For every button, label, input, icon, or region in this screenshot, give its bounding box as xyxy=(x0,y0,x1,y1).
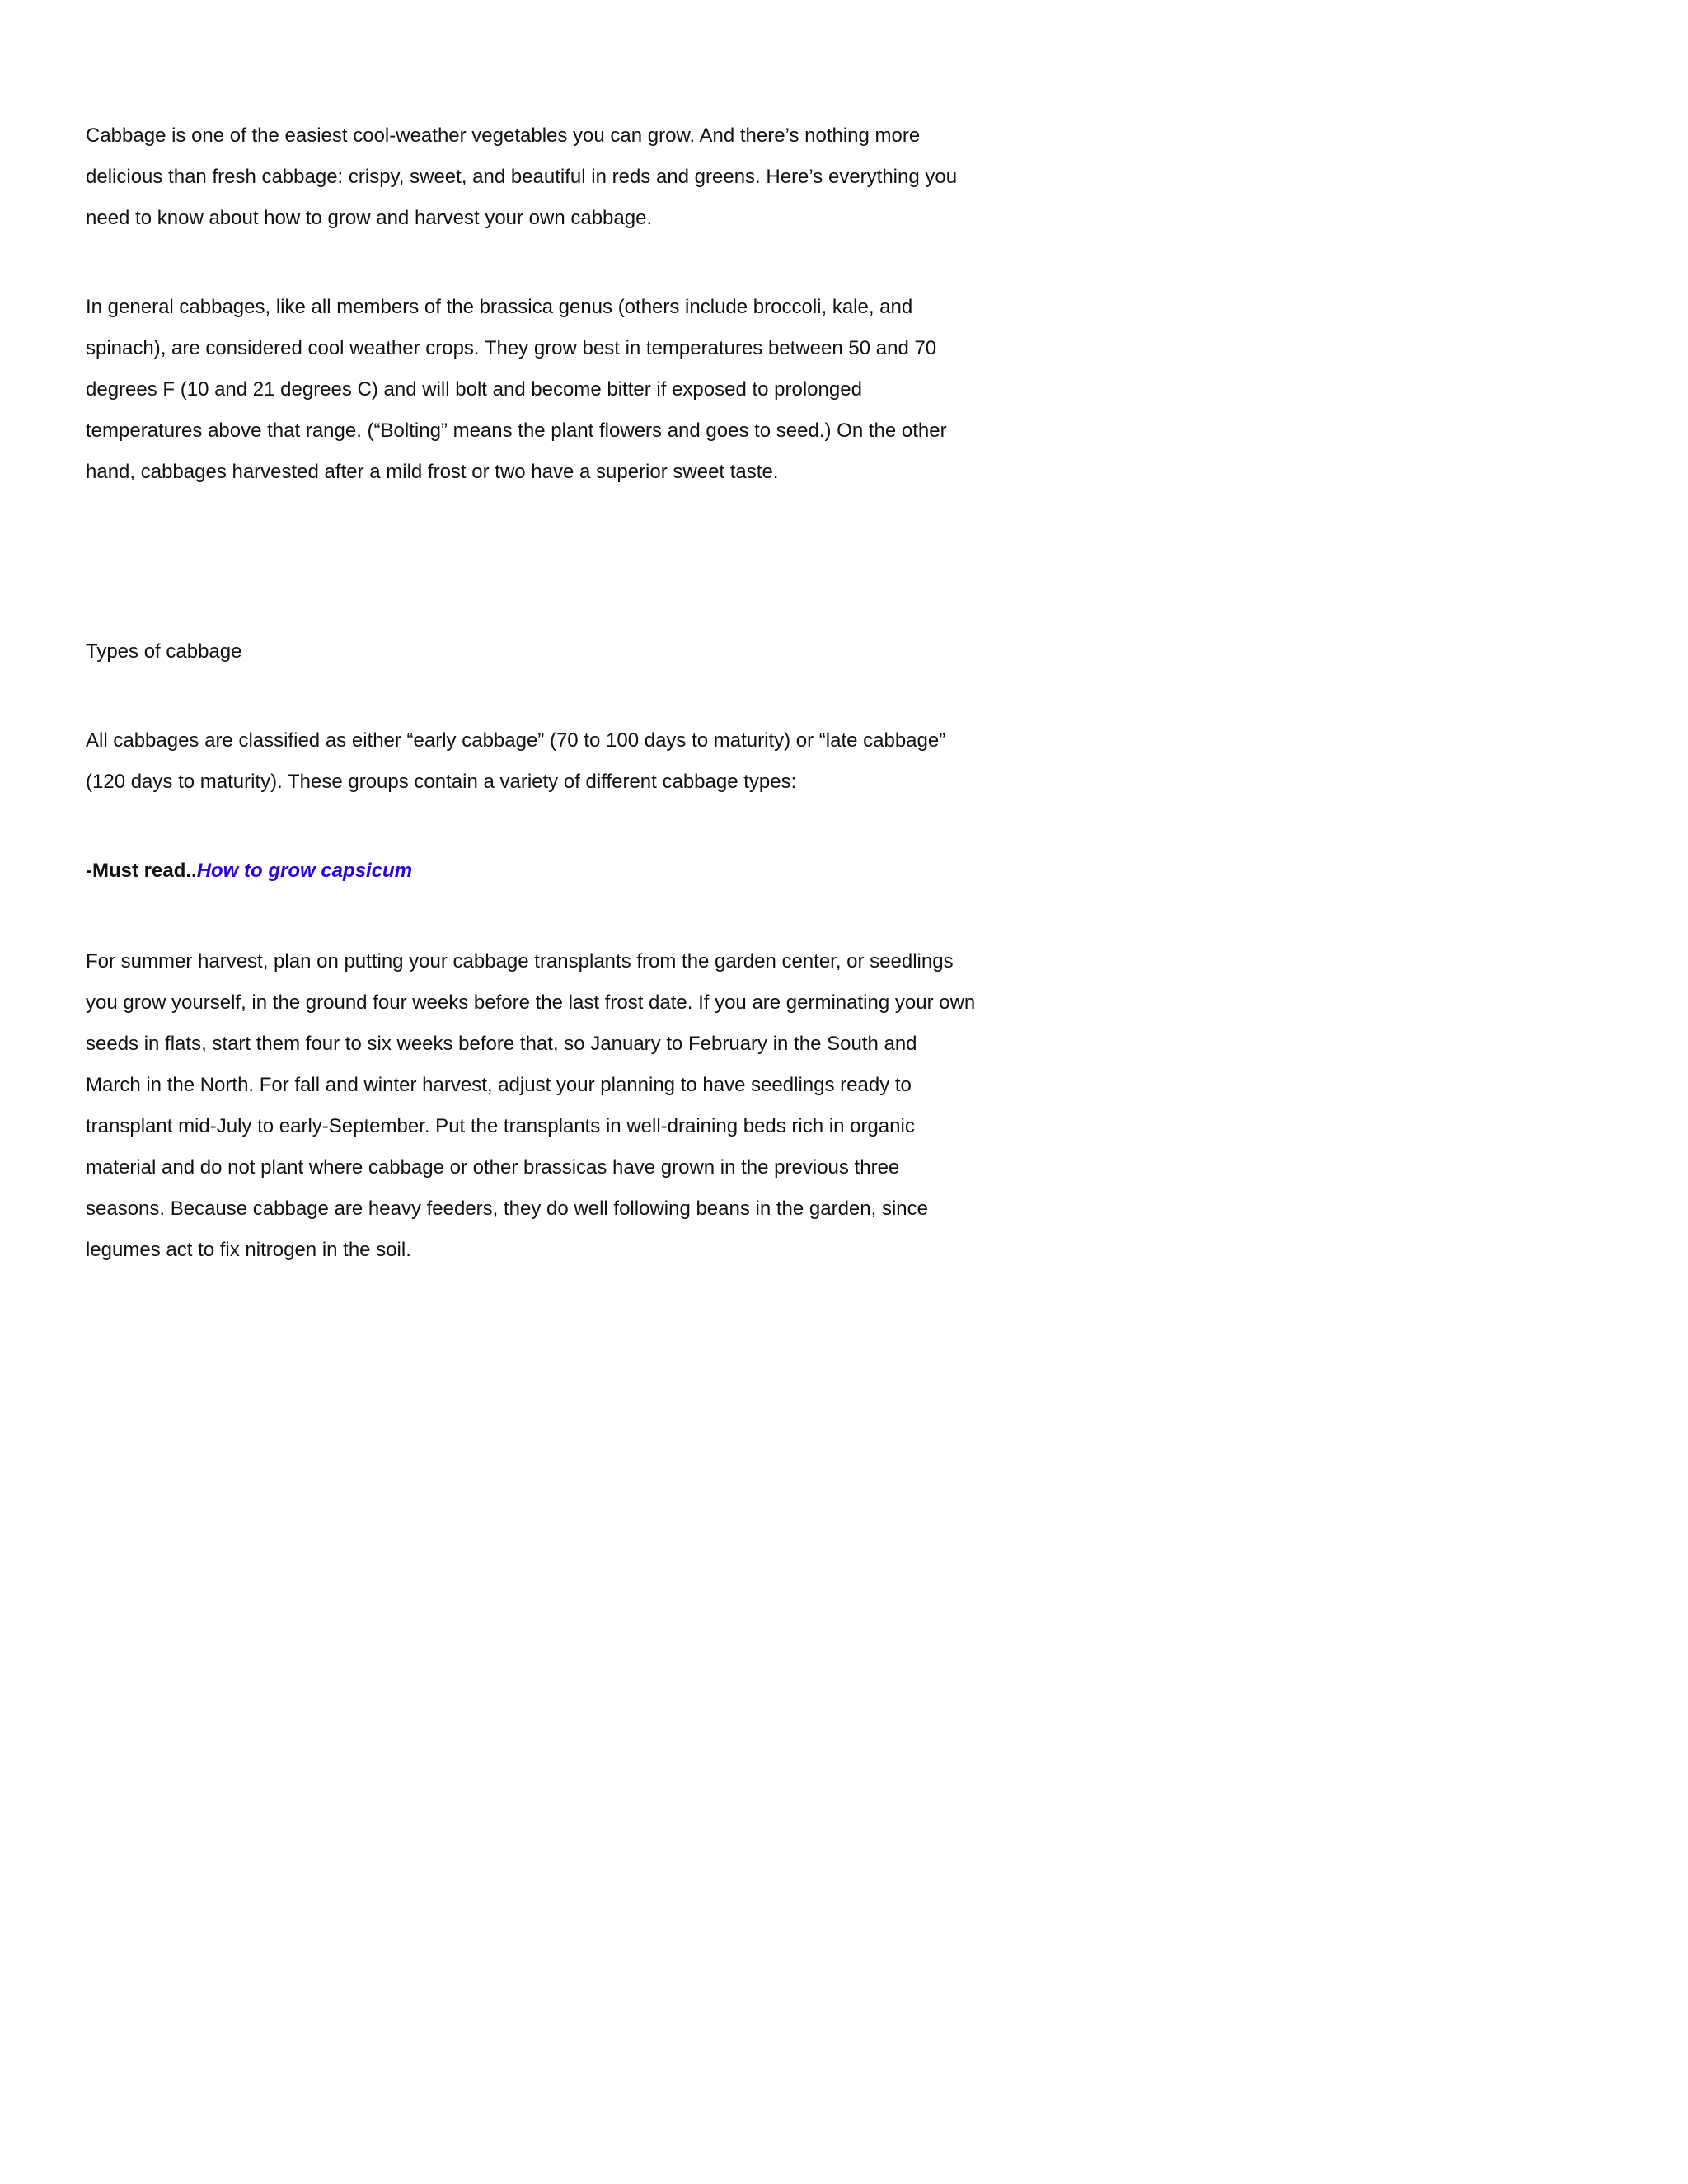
types-heading: Types of cabbage xyxy=(86,640,242,663)
types-paragraph: All cabbages are classified as either “early cabbage” (70 to 100 days to maturity) or “late cabbage” (120 days to maturity). These groups contain a variety of different cabbage types: xyxy=(86,729,946,793)
planting-paragraph: For summer harvest, plan on putting your cabbage transplants from the garden center, or seedlings you grow yourself, in the ground four weeks before the last frost date. If you are germinating your own seeds in flats, start them four to six weeks before that, so January to February in the South and March in the North. For fall and winter harvest, adjust your planning to have seedlings ready to transplant mid-July to early-September. Put the transplants in well-draining beds rich in organic material and do not plant where cabbage or other brassicas have grown in the previous three seasons. Because cabbage are heavy feeders, they do well following beans in the garden, since legumes act to fix nitrogen in the soil. xyxy=(86,950,976,1261)
capsicum-link[interactable]: How to grow capsicum xyxy=(196,860,413,882)
article-body xyxy=(86,115,976,1271)
must-read-line xyxy=(86,851,976,892)
must-read-prefix: -Must read.. xyxy=(86,860,197,882)
intro-paragraph: Cabbage is one of the easiest cool-weather vegetables you can grow. And there’s nothing more delicious than fresh cabbage: crispy, sweet, and beautiful in reds and greens. Here’s everything you need to know about how to grow and harvest your own cabbage. xyxy=(86,124,958,229)
general-paragraph: In general cabbages, like all members of the brassica genus (others include broccoli, kale, and spinach), are considered cool weather crops. They grow best in temperatures between 50 and 70 degrees F (10 and 21 degrees C) and will bolt and become bitter if exposed to prolonged temperatures above that range. (“Bolting” means the plant flowers and goes to seed.) On the other hand, cabbages harvested after a mild frost or two have a superior sweet taste. xyxy=(86,296,947,483)
